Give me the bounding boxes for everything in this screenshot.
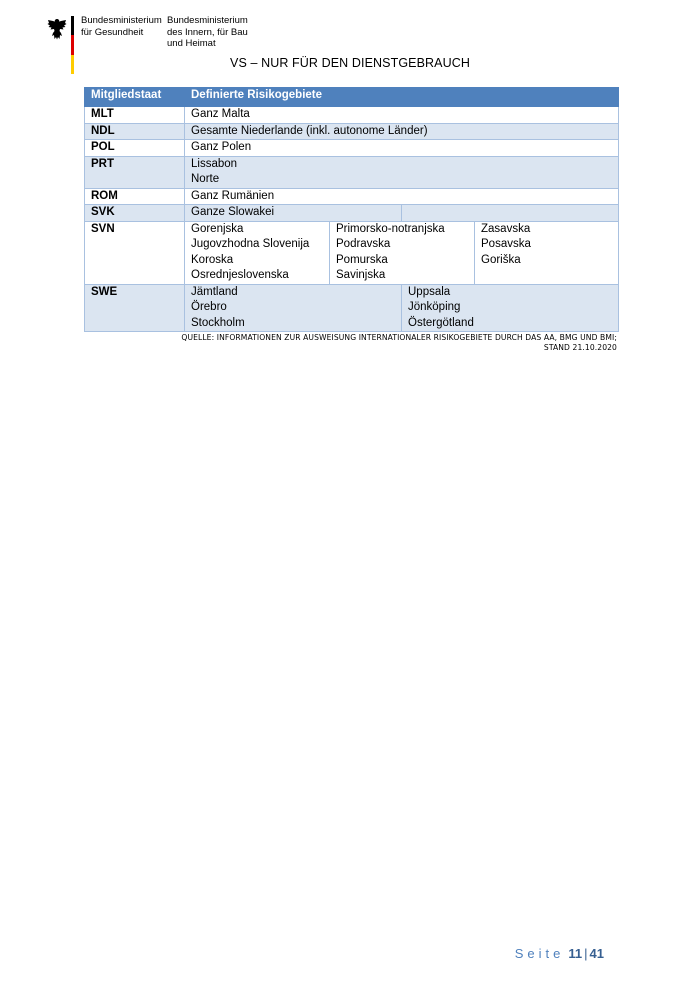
row-areas: Gesamte Niederlande (inkl. autonome Länder) <box>185 123 619 140</box>
current-page: 11 <box>568 946 583 961</box>
ministry-interior-name: Bundesministerium des Innern, für Bau und Heimat <box>167 15 248 49</box>
row-areas: Ganz Malta <box>185 107 619 124</box>
ministry-health-name: Bundesministerium für Gesundheit <box>81 15 162 38</box>
header-member-state: Mitgliedstaat <box>85 88 185 107</box>
row-code: SWE <box>85 284 185 332</box>
table-row <box>85 284 619 332</box>
source-note: QUELLE: INFORMATIONEN ZUR AUSWEISUNG INTERNATIONALER RISIKOGEBIETE DURCH DAS AA, BMG UND BMI; STAND 21.10.2020 <box>181 333 617 352</box>
row-areas-col1: Jämtland Örebro Stockholm <box>185 284 402 332</box>
row-code: NDL <box>85 123 185 140</box>
table-row <box>85 188 619 205</box>
table-row <box>85 140 619 157</box>
row-areas: Ganz Polen <box>185 140 619 157</box>
row-areas-col1: Gorenjska Jugovzhodna Slovenija Koroska Osrednjeslovenska <box>185 221 330 284</box>
row-code: ROM <box>85 188 185 205</box>
row-code: POL <box>85 140 185 157</box>
flag-stripe-red <box>71 35 74 54</box>
table-row <box>85 205 619 222</box>
row-areas: Ganz Rumänien <box>185 188 619 205</box>
table-row <box>85 156 619 188</box>
table-row <box>85 221 619 284</box>
table-row <box>85 123 619 140</box>
risk-areas-table <box>84 87 619 332</box>
total-pages: 41 <box>589 946 604 961</box>
row-code: MLT <box>85 107 185 124</box>
row-code: PRT <box>85 156 185 188</box>
page-label: Seite <box>514 946 565 961</box>
row-areas: Lissabon Norte <box>185 156 619 188</box>
row-areas-col2: Primorsko-notranjska Podravska Pomurska Savinjska <box>330 221 475 284</box>
row-code: SVK <box>85 205 185 222</box>
empty-cell <box>402 205 619 222</box>
header-risk-areas: Definierte Risikogebiete <box>185 88 619 107</box>
row-areas: Ganze Slowakei <box>185 205 402 222</box>
classification-marking: VS – NUR FÜR DEN DIENSTGEBRAUCH <box>230 56 470 70</box>
row-areas-col2: Uppsala Jönköping Östergötland <box>402 284 619 332</box>
federal-eagle-icon <box>47 18 67 40</box>
row-areas-col3: Zasavska Posavska Goriška <box>475 221 619 284</box>
row-code: SVN <box>85 221 185 284</box>
table-row <box>85 107 619 124</box>
flag-stripe-black <box>71 16 74 35</box>
page-separator: | <box>584 946 588 961</box>
table-header-row <box>85 88 619 107</box>
page-number <box>515 946 604 961</box>
